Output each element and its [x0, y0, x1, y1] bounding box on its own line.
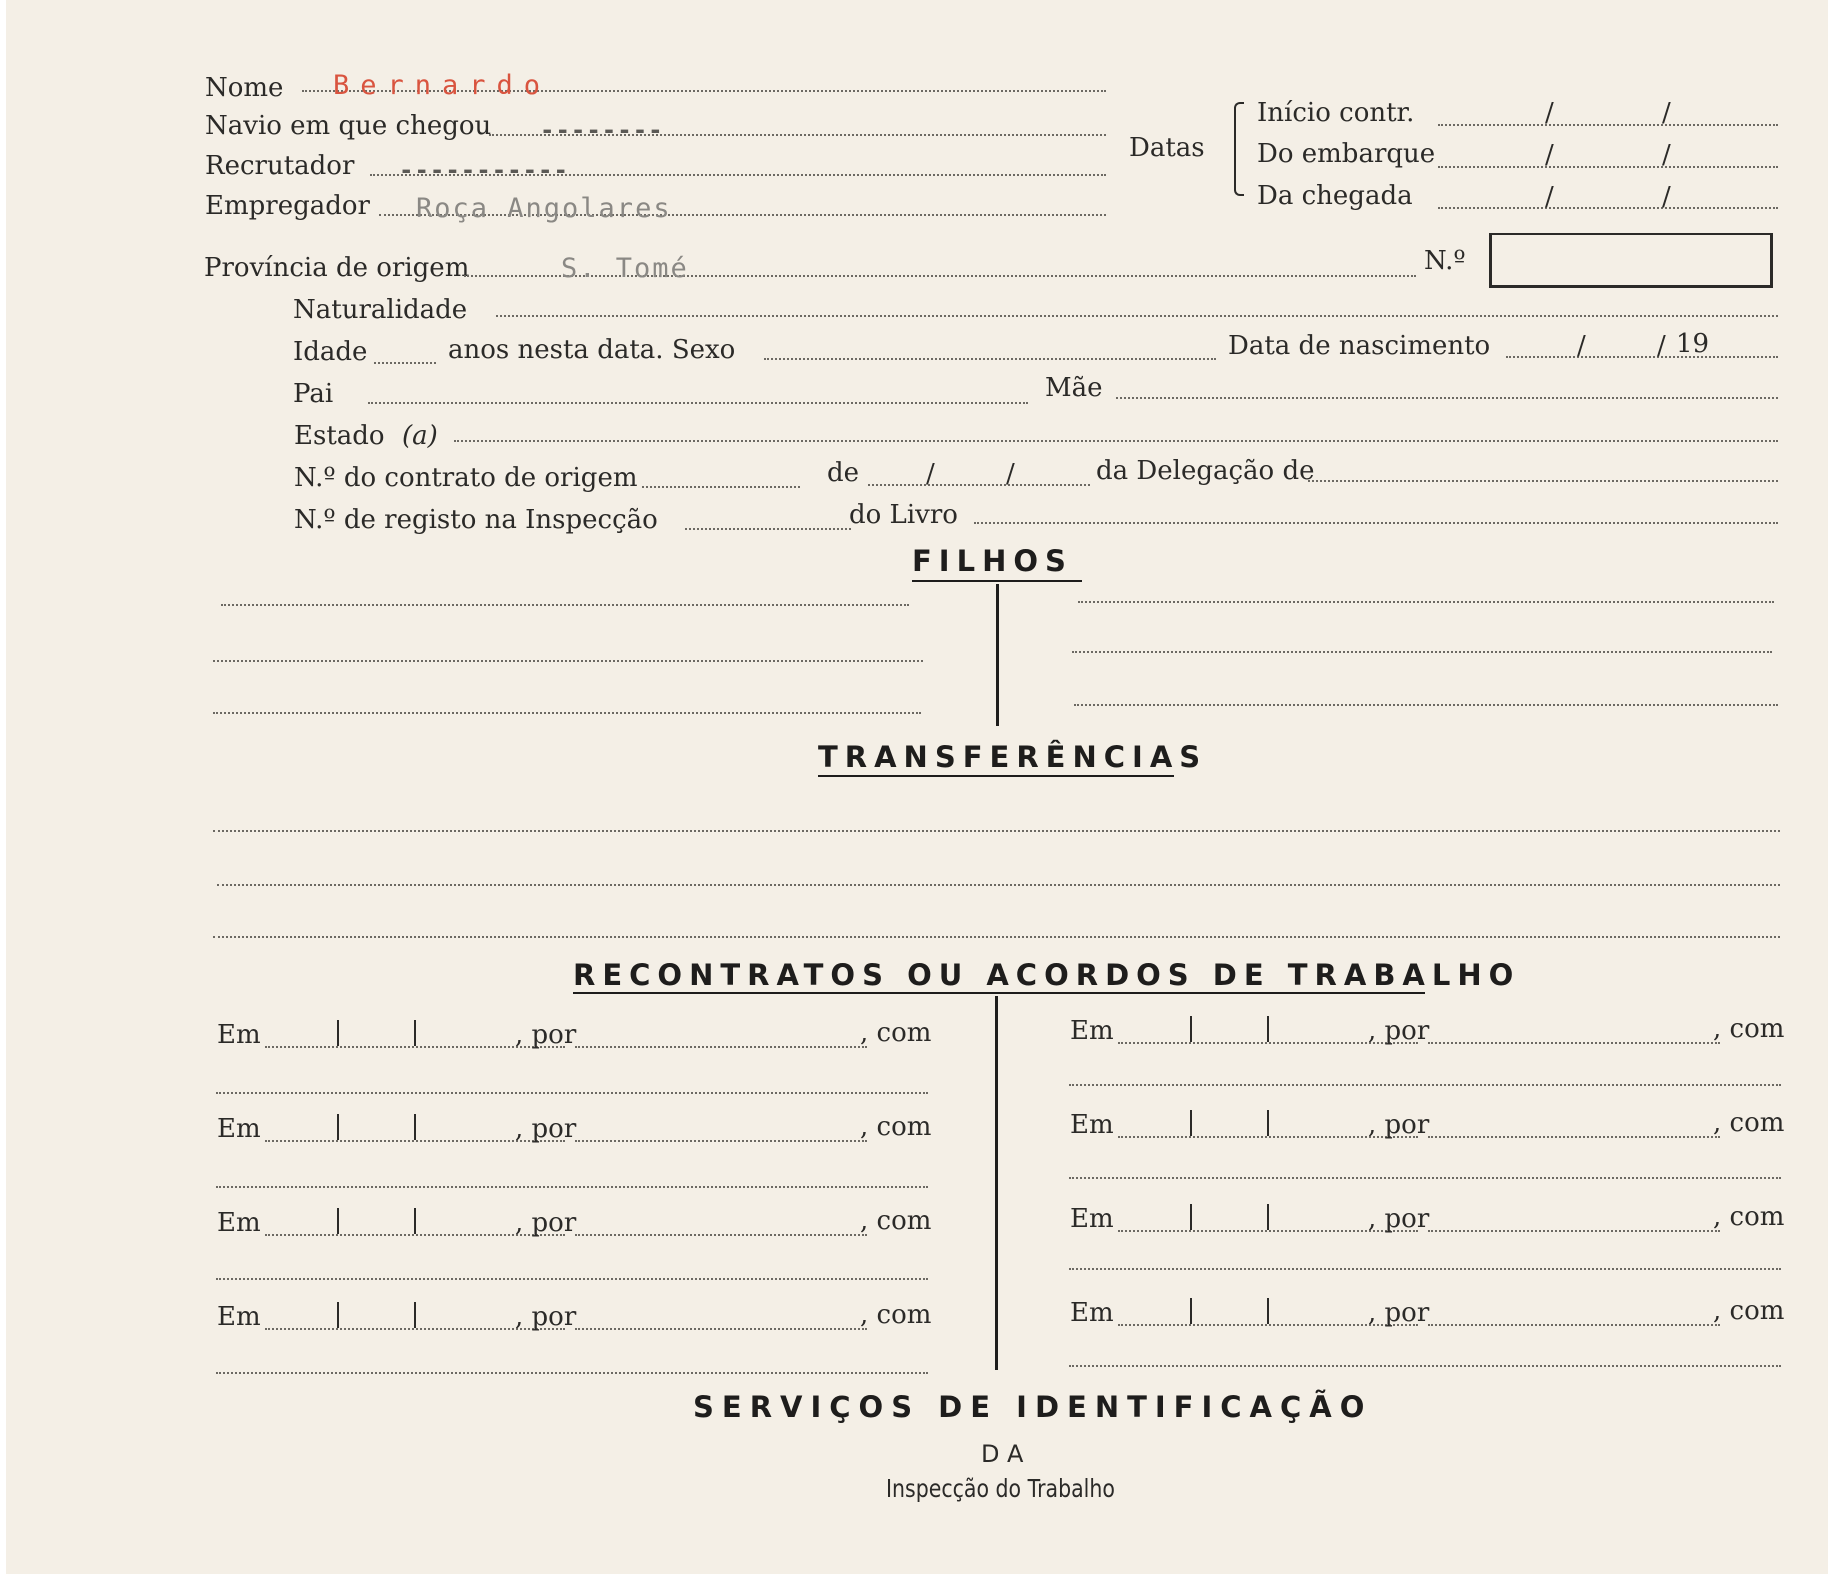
pai-field-line[interactable]: [368, 402, 1028, 404]
anos-sexo-label: anos nesta data. Sexo: [448, 335, 736, 365]
recontrato-7-com-label: , com: [1713, 1202, 1785, 1232]
recontrato-3-por-line[interactable]: [575, 1234, 867, 1236]
recontrato-6-por-label: , por: [1368, 1110, 1430, 1140]
recontrato-1-date-bar-2: [414, 1020, 416, 1046]
recontrato-2-date-bar-1: [337, 1114, 339, 1140]
recontrato-4-por-line[interactable]: [575, 1328, 867, 1330]
recontrato-6-com-line[interactable]: [1069, 1177, 1781, 1179]
inicio-date-line[interactable]: [1438, 124, 1778, 126]
filhos-right-line-1[interactable]: [1078, 601, 1774, 603]
recontrato-5-com-line[interactable]: [1069, 1084, 1781, 1086]
recontrato-1-por-label: , por: [515, 1020, 577, 1050]
identification-card: [6, 0, 1828, 1574]
delegacao-field-line[interactable]: [1308, 480, 1778, 482]
filhos-left-line-2[interactable]: [213, 660, 923, 662]
inspeccao-label: Inspecção do Trabalho: [886, 1474, 1115, 1503]
navio-value: --------: [540, 116, 664, 144]
datas-brace: [1234, 102, 1244, 196]
recontrato-2-com-label: , com: [860, 1112, 932, 1142]
recontrato-1-com-label: , com: [860, 1018, 932, 1048]
recontrato-4-em-label: Em: [217, 1302, 261, 1332]
nome-value: Bernardo: [333, 70, 552, 101]
numero-box[interactable]: [1489, 233, 1773, 288]
recontrato-4-com-line[interactable]: [216, 1372, 928, 1374]
inicio-contr-label: Início contr.: [1257, 98, 1415, 128]
recontrato-8-date-bar-1: [1190, 1298, 1192, 1324]
recontrato-8-com-line[interactable]: [1069, 1365, 1781, 1367]
provincia-label: Província de origem: [204, 253, 470, 283]
recontrato-7-por-label: , por: [1368, 1204, 1430, 1234]
naturalidade-field-line[interactable]: [496, 315, 1778, 317]
recontrato-4-por-label: , por: [515, 1302, 577, 1332]
contrato-slash-2: /: [1006, 459, 1015, 489]
recontrato-1-com-line[interactable]: [216, 1092, 928, 1094]
recontrato-8-por-line[interactable]: [1428, 1324, 1720, 1326]
estado-field-line[interactable]: [454, 440, 1778, 442]
nascimento-slash-1: /: [1577, 331, 1586, 361]
embarque-slash-2: /: [1662, 140, 1671, 170]
numero-label: N.º: [1424, 246, 1466, 276]
naturalidade-label: Naturalidade: [293, 295, 468, 325]
recontrato-8-por-label: , por: [1368, 1298, 1430, 1328]
idade-field-line[interactable]: [374, 362, 436, 364]
navio-label: Navio em que chegou: [205, 111, 492, 141]
livro-field-line[interactable]: [974, 522, 1778, 524]
empregador-value: Roça Angolares: [416, 193, 672, 224]
registo-field-line[interactable]: [685, 528, 851, 530]
servicos-heading: SERVIÇOS DE IDENTIFICAÇÃO: [693, 1390, 1373, 1424]
recontrato-3-date-bar-2: [414, 1208, 416, 1234]
datas-label: Datas: [1129, 133, 1205, 163]
recontrato-6-em-label: Em: [1070, 1110, 1114, 1140]
mae-label: Mãe: [1045, 373, 1103, 403]
transferencias-underline: [818, 775, 1174, 777]
embarque-label: Do embarque: [1257, 139, 1436, 169]
filhos-right-line-3[interactable]: [1074, 704, 1778, 706]
transferencia-line-1[interactable]: [213, 830, 1780, 832]
registo-label: N.º de registo na Inspecção: [294, 505, 658, 535]
chegada-slash-2: /: [1662, 182, 1671, 212]
sexo-field-line[interactable]: [764, 358, 1216, 360]
empregador-label: Empregador: [205, 191, 370, 221]
chegada-date-line[interactable]: [1438, 207, 1778, 209]
estado-label: Estado: [294, 421, 385, 451]
pai-label: Pai: [293, 379, 334, 409]
recontrato-3-com-label: , com: [860, 1206, 932, 1236]
recontrato-4-date-bar-1: [337, 1302, 339, 1328]
recontrato-2-em-label: Em: [217, 1114, 261, 1144]
idade-label: Idade: [293, 337, 368, 367]
recontratos-underline: [573, 992, 1425, 994]
recontrato-5-por-line[interactable]: [1428, 1042, 1720, 1044]
embarque-slash-1: /: [1545, 140, 1554, 170]
recontrato-2-com-line[interactable]: [216, 1186, 928, 1188]
recontrato-5-com-label: , com: [1713, 1014, 1785, 1044]
recontrato-8-date-bar-2: [1267, 1298, 1269, 1324]
nome-label: Nome: [205, 73, 284, 103]
recontrato-6-por-line[interactable]: [1428, 1136, 1720, 1138]
recontrato-1-em-label: Em: [217, 1020, 261, 1050]
inicio-slash-1: /: [1545, 98, 1554, 128]
recrutador-label: Recrutador: [205, 151, 355, 181]
estado-note: (a): [402, 421, 438, 451]
filhos-left-line-1[interactable]: [221, 604, 909, 606]
recontratos-heading: RECONTRATOS OU ACORDOS DE TRABALHO: [573, 958, 1521, 992]
recontrato-1-por-line[interactable]: [575, 1046, 867, 1048]
inicio-slash-2: /: [1662, 98, 1671, 128]
filhos-left-line-3[interactable]: [213, 712, 921, 714]
nascimento-date-line[interactable]: [1506, 356, 1778, 358]
nascimento-label: Data de nascimento: [1228, 331, 1491, 361]
recontrato-3-por-label: , por: [515, 1208, 577, 1238]
contrato-de-label: de: [827, 458, 860, 488]
recontrato-5-em-label: Em: [1070, 1016, 1114, 1046]
mae-field-line[interactable]: [1116, 397, 1778, 399]
recontrato-8-com-label: , com: [1713, 1296, 1785, 1326]
recontrato-8-em-label: Em: [1070, 1298, 1114, 1328]
recontrato-3-com-line[interactable]: [216, 1278, 928, 1280]
transferencia-line-3[interactable]: [213, 936, 1780, 938]
contrato-field-line[interactable]: [642, 486, 800, 488]
contrato-label: N.º do contrato de origem: [294, 463, 638, 493]
recontrato-5-date-bar-2: [1267, 1016, 1269, 1042]
recontrato-4-com-label: , com: [860, 1300, 932, 1330]
embarque-date-line[interactable]: [1438, 166, 1778, 168]
filhos-underline: [912, 580, 1082, 582]
recrutador-value: -----------: [399, 156, 569, 184]
da-label: DA: [981, 1440, 1032, 1468]
recontrato-3-date-bar-1: [337, 1208, 339, 1234]
transferencias-heading: TRANSFERÊNCIAS: [818, 740, 1208, 774]
recontrato-2-date-bar-2: [414, 1114, 416, 1140]
transferencia-line-2[interactable]: [217, 884, 1780, 886]
recontrato-6-date-bar-2: [1267, 1110, 1269, 1136]
recontrato-7-date-bar-1: [1190, 1204, 1192, 1230]
recontrato-5-date-bar-1: [1190, 1016, 1192, 1042]
recontrato-6-date-bar-1: [1190, 1110, 1192, 1136]
delegacao-label: da Delegação de: [1096, 456, 1315, 486]
recontrato-2-por-label: , por: [515, 1114, 577, 1144]
provincia-value: S. Tomé: [561, 253, 689, 284]
filhos-right-line-2[interactable]: [1072, 651, 1772, 653]
chegada-label: Da chegada: [1257, 181, 1413, 211]
contrato-date-line[interactable]: [868, 484, 1090, 486]
recontrato-4-date-bar-2: [414, 1302, 416, 1328]
livro-label: do Livro: [849, 500, 958, 530]
chegada-slash-1: /: [1545, 182, 1554, 212]
recontrato-7-com-line[interactable]: [1069, 1268, 1781, 1270]
nascimento-slash-2: /: [1657, 331, 1666, 361]
recontratos-divider: [995, 996, 998, 1370]
recontrato-6-com-label: , com: [1713, 1108, 1785, 1138]
recontrato-5-por-label: , por: [1368, 1016, 1430, 1046]
recontrato-7-date-bar-2: [1267, 1204, 1269, 1230]
recontrato-3-em-label: Em: [217, 1208, 261, 1238]
filhos-heading: FILHOS: [912, 544, 1073, 578]
recontrato-2-por-line[interactable]: [575, 1140, 867, 1142]
recontrato-7-por-line[interactable]: [1428, 1230, 1720, 1232]
recontrato-7-em-label: Em: [1070, 1204, 1114, 1234]
recontrato-1-date-bar-1: [337, 1020, 339, 1046]
contrato-slash-1: /: [926, 459, 935, 489]
nascimento-year: 19: [1676, 329, 1710, 359]
filhos-divider: [996, 584, 999, 726]
